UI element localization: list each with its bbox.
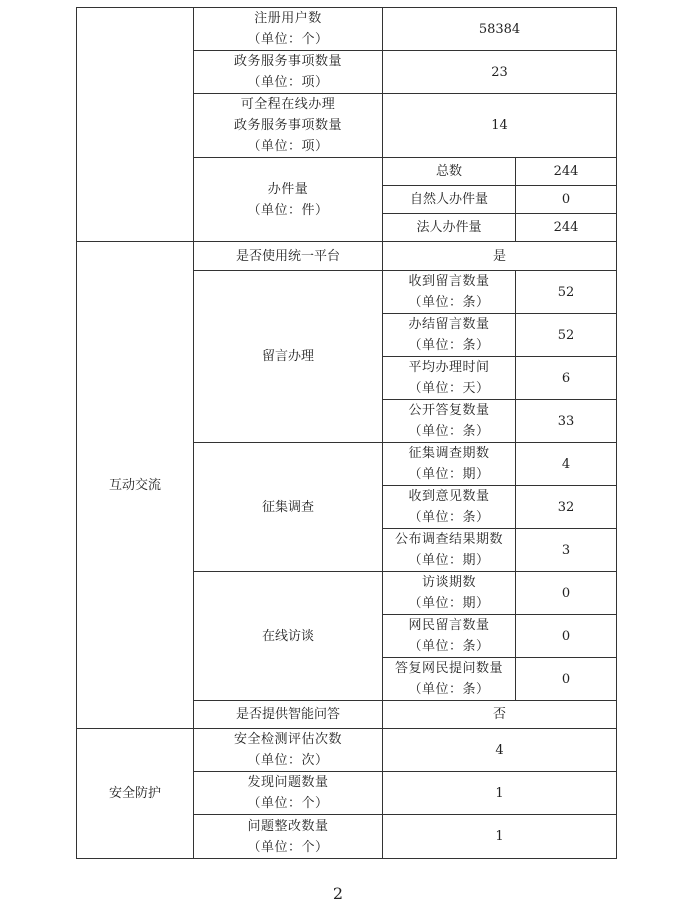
value-smart-qa: 否 xyxy=(383,701,617,729)
value-unified-platform: 是 xyxy=(383,242,617,271)
value-reg-users: 58384 xyxy=(383,8,617,51)
value-opinions: 32 xyxy=(516,486,617,529)
table-row xyxy=(77,8,617,51)
value-interview-periods: 0 xyxy=(516,572,617,615)
value-evaluations: 4 xyxy=(383,729,617,772)
cases-legal-value: 244 xyxy=(516,214,617,242)
value-service-items: 23 xyxy=(383,51,617,94)
sub-label-received: 收到留言数量 （单位：条） xyxy=(383,271,516,314)
row-label-service-items: 政务服务事项数量 （单位：项） xyxy=(194,51,383,94)
row-label-issues-found: 发现问题数量 （单位：个） xyxy=(194,772,383,815)
row-label-smart-qa: 是否提供智能问答 xyxy=(194,701,383,729)
sub-label-interview-periods: 访谈期数 （单位：期） xyxy=(383,572,516,615)
cases-natural-label: 自然人办件量 xyxy=(383,186,516,214)
value-netizen-msgs: 0 xyxy=(516,615,617,658)
table-row xyxy=(77,729,617,772)
row-label-evaluations: 安全检测评估次数 （单位：次） xyxy=(194,729,383,772)
group-label-messages: 留言办理 xyxy=(194,271,383,443)
row-label-reg-users: 注册用户数 （单位：个） xyxy=(194,8,383,51)
value-public-replies: 33 xyxy=(516,400,617,443)
value-answers: 0 xyxy=(516,658,617,701)
group-label-survey: 征集调查 xyxy=(194,443,383,572)
value-online-items: 14 xyxy=(383,94,617,158)
sub-label-survey-periods: 征集调查期数 （单位：期） xyxy=(383,443,516,486)
cases-natural-value: 0 xyxy=(516,186,617,214)
value-received: 52 xyxy=(516,271,617,314)
row-label-cases: 办件量 （单位：件） xyxy=(194,158,383,242)
group-label-interview: 在线访谈 xyxy=(194,572,383,701)
table-row xyxy=(77,242,617,271)
value-issues-found: 1 xyxy=(383,772,617,815)
statistics-table xyxy=(76,7,617,859)
value-avg-time: 6 xyxy=(516,357,617,400)
row-label-online-items: 可全程在线办理 政务服务事项数量 （单位：项） xyxy=(194,94,383,158)
value-closed: 52 xyxy=(516,314,617,357)
sub-label-public-replies: 公开答复数量 （单位：条） xyxy=(383,400,516,443)
sub-label-answers: 答复网民提问数量 （单位：条） xyxy=(383,658,516,701)
cases-legal-label: 法人办件量 xyxy=(383,214,516,242)
section-label-security: 安全防护 xyxy=(77,729,194,859)
sub-label-avg-time: 平均办理时间 （单位：天） xyxy=(383,357,516,400)
section-cell-blank xyxy=(77,8,194,242)
value-results: 3 xyxy=(516,529,617,572)
row-label-unified-platform: 是否使用统一平台 xyxy=(194,242,383,271)
sub-label-closed: 办结留言数量 （单位：条） xyxy=(383,314,516,357)
sub-label-netizen-msgs: 网民留言数量 （单位：条） xyxy=(383,615,516,658)
page-number: 2 xyxy=(332,884,344,903)
row-label-issues-fixed: 问题整改数量 （单位：个） xyxy=(194,815,383,859)
cases-total-value: 244 xyxy=(516,158,617,186)
sub-label-opinions: 收到意见数量 （单位：条） xyxy=(383,486,516,529)
section-label-interaction: 互动交流 xyxy=(77,242,194,729)
cases-total-label: 总数 xyxy=(383,158,516,186)
value-issues-fixed: 1 xyxy=(383,815,617,859)
sub-label-results: 公布调查结果期数 （单位：期） xyxy=(383,529,516,572)
value-survey-periods: 4 xyxy=(516,443,617,486)
